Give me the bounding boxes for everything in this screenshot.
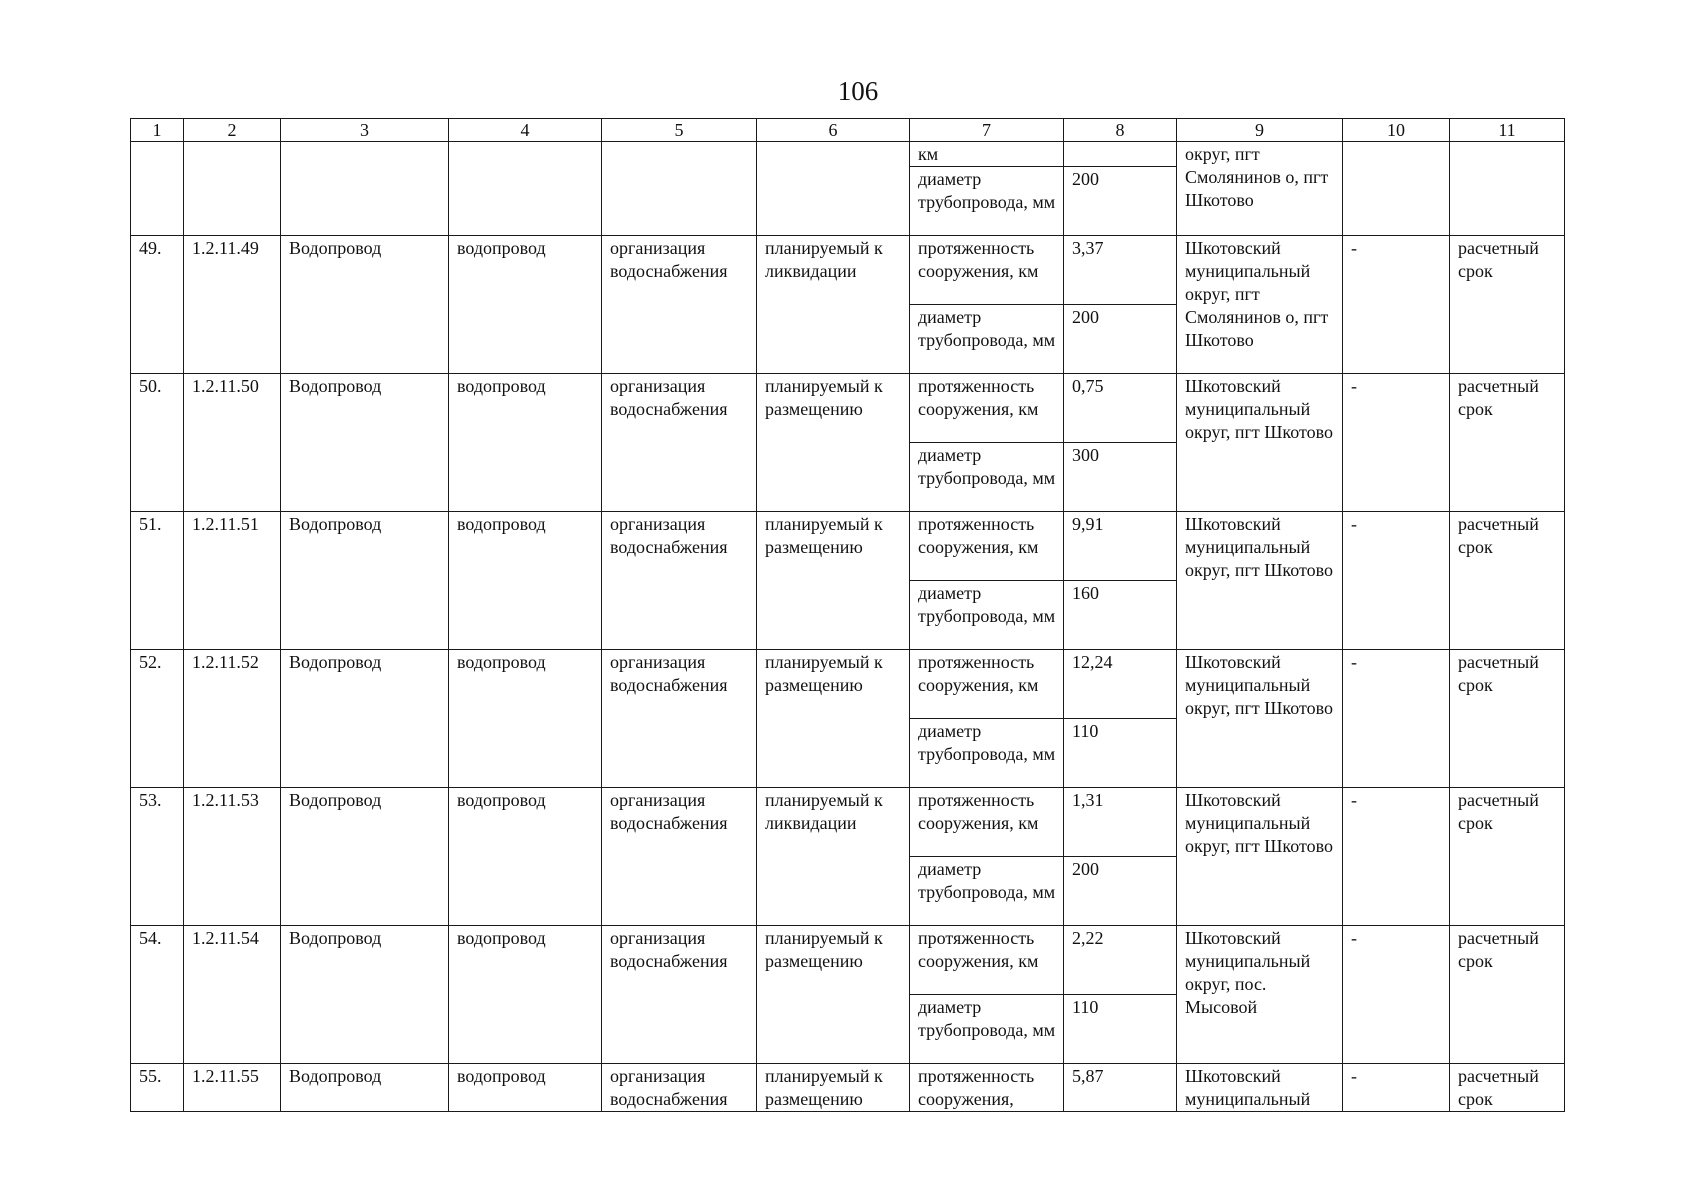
column-10-cell: - — [1343, 512, 1450, 650]
object-code-cell: 1.2.11.50 — [184, 374, 281, 512]
table-row — [131, 236, 1565, 305]
object-name-cell: Водопровод — [281, 1064, 449, 1112]
purpose-cell: организация водоснабжения — [602, 650, 757, 788]
location-cell: Шкотовский муниципальный округ, пгт Шкотово — [1177, 374, 1343, 512]
status-cell: планируемый к размещению — [757, 926, 910, 1064]
parameter-label-cell: диаметр трубопровода, мм — [910, 995, 1064, 1064]
parameter-label-cell: протяженность сооружения, км — [910, 512, 1064, 581]
object-type-cell: водопровод — [449, 1064, 602, 1112]
column-header: 6 — [757, 119, 910, 142]
parameter-label-cell: протяженность сооружения, км — [910, 788, 1064, 857]
object-code-cell: 1.2.11.53 — [184, 788, 281, 926]
object-code-cell: 1.2.11.55 — [184, 1064, 281, 1112]
row-number-cell: 49. — [131, 236, 184, 374]
implementation-term-cell: расчетный срок — [1450, 788, 1565, 926]
column-header: 7 — [910, 119, 1064, 142]
parameter-value-cell: 1,31 — [1064, 788, 1177, 857]
status-cell: планируемый к размещению — [757, 512, 910, 650]
continuation-row — [131, 142, 1565, 167]
table-row — [131, 650, 1565, 719]
parameter-value-cell: 0,75 — [1064, 374, 1177, 443]
implementation-term-cell: расчетный срок — [1450, 650, 1565, 788]
table-row — [131, 1064, 1565, 1112]
object-name-cell: Водопровод — [281, 650, 449, 788]
implementation-term-cell: расчетный срок — [1450, 512, 1565, 650]
object-code-cell: 1.2.11.54 — [184, 926, 281, 1064]
object-code-cell: 1.2.11.51 — [184, 512, 281, 650]
object-name-cell: Водопровод — [281, 788, 449, 926]
implementation-term-cell: расчетный срок — [1450, 1064, 1565, 1112]
row-number-cell: 53. — [131, 788, 184, 926]
parameter-value-cell: 3,37 — [1064, 236, 1177, 305]
parameter-value-cell: 160 — [1064, 581, 1177, 650]
column-10-cell: - — [1343, 1064, 1450, 1112]
object-code-cell: 1.2.11.49 — [184, 236, 281, 374]
column-10-cell: - — [1343, 236, 1450, 374]
location-cell: Шкотовский муниципальный округ, пгт Шкотово — [1177, 788, 1343, 926]
object-type-cell: водопровод — [449, 374, 602, 512]
column-header: 1 — [131, 119, 184, 142]
purpose-cell: организация водоснабжения — [602, 374, 757, 512]
parameter-label-cell: протяженность сооружения, км — [910, 236, 1064, 305]
parameter-label-cell: протяженность сооружения, км — [910, 926, 1064, 995]
location-cell: округ, пгт Смолянинов о, пгт Шкотово — [1177, 142, 1343, 236]
page-number: 106 — [837, 76, 879, 106]
object-name-cell: Водопровод — [281, 236, 449, 374]
parameter-value-cell: 300 — [1064, 443, 1177, 512]
object-code-cell: 1.2.11.52 — [184, 650, 281, 788]
status-cell: планируемый к ликвидации — [757, 788, 910, 926]
object-name-cell: Водопровод — [281, 512, 449, 650]
table-row — [131, 512, 1565, 581]
parameter-value-cell: 110 — [1064, 995, 1177, 1064]
column-header: 5 — [602, 119, 757, 142]
object-type-cell: водопровод — [449, 650, 602, 788]
register-table — [130, 118, 1565, 1112]
implementation-term-cell: расчетный срок — [1450, 926, 1565, 1064]
parameter-value-cell: 5,87 — [1064, 1064, 1177, 1112]
purpose-cell: организация водоснабжения — [602, 788, 757, 926]
empty-cell — [757, 142, 910, 236]
object-type-cell: водопровод — [449, 788, 602, 926]
location-cell: Шкотовский муниципальный округ, пос. Мысовой — [1177, 926, 1343, 1064]
parameter-label-cell: диаметр трубопровода, мм — [910, 443, 1064, 512]
column-10-cell: - — [1343, 926, 1450, 1064]
column-header: 10 — [1343, 119, 1450, 142]
column-10-cell: - — [1343, 650, 1450, 788]
empty-cell — [184, 142, 281, 236]
parameter-value-cell: 200 — [1064, 857, 1177, 926]
table-row — [131, 926, 1565, 995]
parameter-value-cell: 2,22 — [1064, 926, 1177, 995]
parameter-label-cell: диаметр трубопровода, мм — [910, 719, 1064, 788]
implementation-term-cell: расчетный срок — [1450, 236, 1565, 374]
column-10-cell: - — [1343, 788, 1450, 926]
table-row — [131, 788, 1565, 857]
status-cell: планируемый к ликвидации — [757, 236, 910, 374]
object-name-cell: Водопровод — [281, 374, 449, 512]
column-header: 2 — [184, 119, 281, 142]
status-cell: планируемый к размещению — [757, 374, 910, 512]
parameter-value-cell — [1064, 142, 1177, 167]
empty-cell — [1450, 142, 1565, 236]
purpose-cell: организация водоснабжения — [602, 1064, 757, 1112]
object-type-cell: водопровод — [449, 236, 602, 374]
empty-cell — [131, 142, 184, 236]
empty-cell — [449, 142, 602, 236]
parameter-label-cell: диаметр трубопровода, мм — [910, 167, 1064, 236]
column-10-cell: - — [1343, 374, 1450, 512]
row-number-cell: 50. — [131, 374, 184, 512]
location-cell: Шкотовский муниципальный — [1177, 1064, 1343, 1112]
location-cell: Шкотовский муниципальный округ, пгт Шкотово — [1177, 650, 1343, 788]
parameter-value-cell: 9,91 — [1064, 512, 1177, 581]
status-cell: планируемый к размещению — [757, 1064, 910, 1112]
parameter-value-cell: 200 — [1064, 305, 1177, 374]
parameter-label-cell: протяженность сооружения, — [910, 1064, 1064, 1112]
table-row — [131, 374, 1565, 443]
purpose-cell: организация водоснабжения — [602, 236, 757, 374]
parameter-label-cell: диаметр трубопровода, мм — [910, 581, 1064, 650]
parameter-value-cell: 110 — [1064, 719, 1177, 788]
location-cell: Шкотовский муниципальный округ, пгт Шкотово — [1177, 512, 1343, 650]
column-number-row — [131, 119, 1565, 142]
row-number-cell: 55. — [131, 1064, 184, 1112]
empty-cell — [602, 142, 757, 236]
object-type-cell: водопровод — [449, 512, 602, 650]
status-cell: планируемый к размещению — [757, 650, 910, 788]
parameter-value-cell: 12,24 — [1064, 650, 1177, 719]
parameter-label-cell: протяженность сооружения, км — [910, 650, 1064, 719]
column-header: 3 — [281, 119, 449, 142]
parameter-label-cell: диаметр трубопровода, мм — [910, 305, 1064, 374]
parameter-label-cell: протяженность сооружения, км — [910, 374, 1064, 443]
row-number-cell: 54. — [131, 926, 184, 1064]
column-header: 4 — [449, 119, 602, 142]
parameter-value-cell: 200 — [1064, 167, 1177, 236]
purpose-cell: организация водоснабжения — [602, 926, 757, 1064]
purpose-cell: организация водоснабжения — [602, 512, 757, 650]
parameter-label-cell: диаметр трубопровода, мм — [910, 857, 1064, 926]
object-name-cell: Водопровод — [281, 926, 449, 1064]
column-header: 9 — [1177, 119, 1343, 142]
column-header: 8 — [1064, 119, 1177, 142]
column-header: 11 — [1450, 119, 1565, 142]
location-cell: Шкотовский муниципальный округ, пгт Смолянинов о, пгт Шкотово — [1177, 236, 1343, 374]
empty-cell — [1343, 142, 1450, 236]
empty-cell — [281, 142, 449, 236]
row-number-cell: 51. — [131, 512, 184, 650]
parameter-label-cell: км — [910, 142, 1064, 167]
row-number-cell: 52. — [131, 650, 184, 788]
implementation-term-cell: расчетный срок — [1450, 374, 1565, 512]
object-type-cell: водопровод — [449, 926, 602, 1064]
